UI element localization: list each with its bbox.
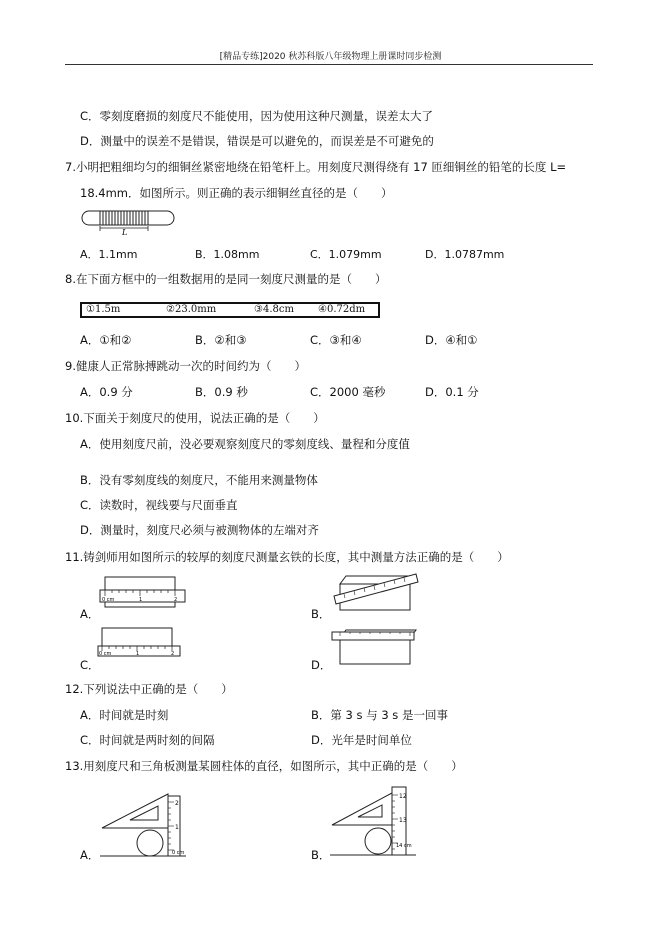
coiled-wire-pencil-figure — [82, 208, 177, 236]
ruler-14-label-13b: 14 cm — [396, 843, 412, 849]
q7-stem-line1: 7.小明把粗细均匀的细铜丝紧密地绕在铅笔杆上。用刻度尺测得绕有 17 匝细铜丝的铅笔的长度 L= — [65, 160, 567, 174]
q6-option-c: C．零刻度磨损的刻度尺不能使用，因为使用这种尺测量，误差太大了 — [80, 109, 434, 123]
q6-option-d: D．测量中的误差不是错误，错误是可以避免的，而误差是不可避免的 — [80, 134, 434, 148]
q10-stem: 10.下面关于刻度尺的使用，说法正确的是（ ） — [65, 411, 325, 425]
ruler-zero-label-c: 0 cm — [99, 651, 112, 657]
q9-stem: 9.健康人正常脉搏跳动一次的时间约为（ ） — [65, 359, 306, 373]
q11-figure-b — [330, 570, 420, 612]
q8-option-b: B．②和③ — [195, 333, 247, 347]
q8-box-item-4: ④0.72dm — [318, 304, 366, 315]
q8-box-item-3: ③4.8cm — [254, 304, 294, 315]
q8-option-d: D．④和① — [425, 333, 478, 347]
q8-box-item-1: ①1.5m — [86, 304, 121, 315]
q13-option-b-label: B． — [311, 848, 331, 862]
ruler-13-label-13b: 13 — [399, 817, 407, 824]
ruler-one-label: 1 — [139, 597, 143, 603]
q12-stem: 12.下列说法中正确的是（ ） — [65, 682, 233, 696]
ruler-one-label-13a: 1 — [175, 824, 179, 831]
q9-option-a: A．0.9 分 — [80, 385, 133, 399]
q8-option-c: C．③和④ — [310, 333, 362, 347]
q8-option-a: A．①和② — [80, 333, 132, 347]
q10-option-a: A．使用刻度尺前，没必要观察刻度尺的零刻度线、量程和分度值 — [80, 437, 410, 451]
q8-box-item-2: ②23.0mm — [166, 304, 217, 315]
q7-option-b: B．1.08mm — [195, 248, 260, 261]
ruler-zero-label-13a: 0 cm — [172, 850, 185, 856]
ruler-two-label: 2 — [174, 597, 178, 603]
q11-option-b-label: B． — [311, 607, 331, 621]
ruler-two-label-c: 2 — [171, 651, 175, 657]
q10-option-b: B．没有零刻度线的刻度尺，不能用来测量物体 — [80, 473, 318, 487]
q8-stem: 8.在下面方框中的一组数据用的是同一刻度尺测量的是（ ） — [65, 272, 387, 286]
q11-figure-a — [100, 575, 190, 611]
ruler-zero-label: 0 cm — [102, 597, 115, 603]
q8-data-box — [80, 302, 380, 318]
ruler-12-label-13b: 12 — [399, 793, 407, 800]
q13-figure-a — [100, 790, 195, 862]
q10-option-d: D．测量时，刻度尺必须与被测物体的左端对齐 — [80, 523, 319, 537]
q12-option-b: B．第 3 s 与 3 s 是一回事 — [311, 708, 448, 722]
q13-figure-b — [330, 785, 425, 861]
q11-option-a-label: A． — [80, 607, 100, 621]
q11-option-c-label: C． — [80, 658, 100, 672]
q7-option-c: C．1.079mm — [310, 248, 382, 261]
q13-stem: 13.用刻度尺和三角板测量某圆柱体的直径，如图所示，其中正确的是（ ） — [65, 759, 463, 773]
q12-option-a: A．时间就是时刻 — [80, 708, 169, 722]
ruler-two-label-13a: 2 — [175, 800, 179, 807]
q11-stem: 11.铸剑师用如图所示的较厚的刻度尺测量玄铁的长度，其中测量方法正确的是（ ） — [65, 550, 509, 564]
q13-option-a-label: A． — [80, 848, 100, 862]
q12-option-c: C．时间就是两时刻的间隔 — [80, 733, 215, 747]
header-divider — [65, 64, 593, 65]
ruler-one-label-c: 1 — [136, 651, 140, 657]
q9-option-c: C．2000 毫秒 — [310, 385, 386, 399]
q11-figure-c — [98, 626, 188, 662]
q9-option-d: D．0.1 分 — [425, 385, 479, 399]
q9-option-b: B．0.9 秒 — [195, 385, 248, 399]
q7-stem-line2: 18.4mm．如图所示。则正确的表示细铜丝直径的是（ ） — [80, 186, 393, 200]
length-label: L — [122, 228, 128, 237]
q7-option-d: D．1.0787mm — [425, 248, 505, 261]
q7-option-a: A．1.1mm — [80, 248, 138, 261]
q12-option-d: D．光年是时间单位 — [311, 733, 412, 747]
q11-option-d-label: D． — [311, 658, 332, 672]
q10-option-c: C．读数时，视线要与尺面垂直 — [80, 498, 238, 512]
page-header: [精品专练]2020 秋苏科版八年级物理上册课时同步检测 — [219, 52, 442, 62]
q11-figure-d — [330, 624, 420, 666]
